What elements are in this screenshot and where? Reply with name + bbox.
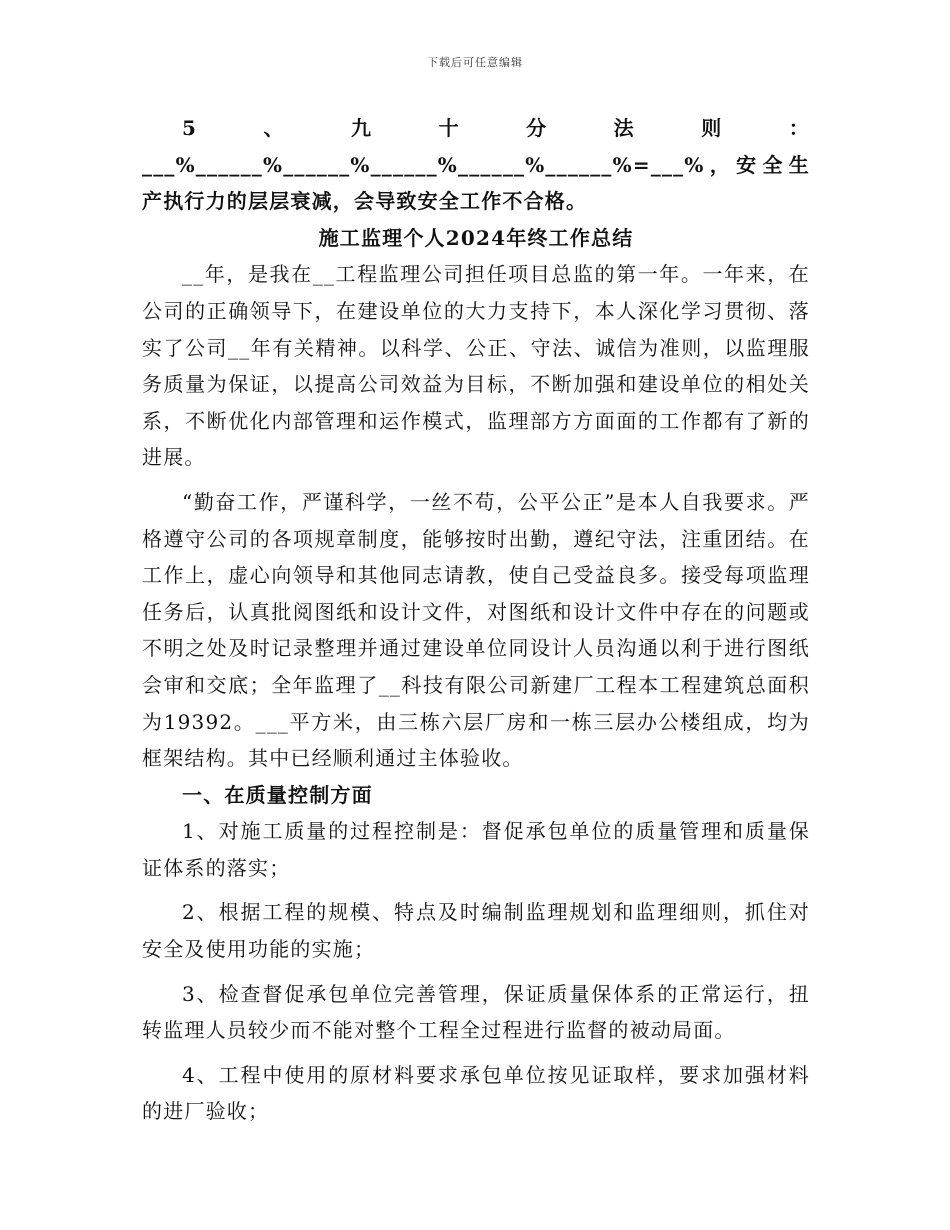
paragraph-gap xyxy=(142,886,810,894)
intro-paragraph: __年，是我在__工程监理公司担任项目总监的第一年。一年来，在公司的正确领导下，在建设单位的大力支持下，本人深化学习贯彻、落实了公司__年有关精神。以科学、公正、守法、诚信为准则，以监理服务质量为保证，以提高公司效益为目标，不断加强和建设单位的相处关系，不断优化内部管理和运作模式，监理部方方面面的工作都有了新的进展。 xyxy=(142,262,810,470)
document-body xyxy=(142,110,810,1130)
paragraph-gap xyxy=(142,968,810,976)
list-item: 3、检查督促承包单位完善管理，保证质量保体系的正常运行，扭转监理人员较少而不能对整个工程全过程进行监督的被动局面。 xyxy=(142,981,810,1043)
page-header-note: 下载后可任意编辑 xyxy=(427,56,523,69)
paragraph-gap xyxy=(142,476,810,484)
paragraph-gap xyxy=(142,1049,810,1057)
list-item: 4、工程中使用的原材料要求承包单位按见证取样，要求加强材料的进厂验收； xyxy=(142,1062,810,1124)
list-item: 1、对施工质量的过程控制是：督促承包单位的质量管理和质量保证体系的落实； xyxy=(142,819,810,880)
rule-paragraph: 5、九十分法则：___%______%______%______%______%______%=___%，安全生产执行力的层层衰减，会导致安全工作不合格。 xyxy=(142,116,810,214)
section-heading-quality: 一、在质量控制方面 xyxy=(182,782,373,807)
document-title: 施工监理个人2024年终工作总结 xyxy=(318,225,634,250)
list-item: 2、根据工程的规模、特点及时编制监理规划和监理细则，抓住对安全及使用功能的实施； xyxy=(142,900,810,962)
attitude-paragraph: “勤奋工作，严谨科学，一丝不苟，公平公正”是本人自我要求。严格遵守公司的各项规章制度，能够按时出勤，遵纪守法，注重团结。在工作上，虚心向领导和其他同志请教，使自己受益良多。接受每项监理任务后，认真批阅图纸和设计文件，对图纸和设计文件中存在的问题或不明之处及时记录整理并通过建设单位同设计人员沟通以利于进行图纸会审和交底；全年监理了__科技有限公司新建厂工程本工程建筑总面积为19392。___平方米，由三栋六层厂房和一栋三层办公楼组成，均为框架结构。其中已经顺利通过主体验收。 xyxy=(142,489,810,771)
